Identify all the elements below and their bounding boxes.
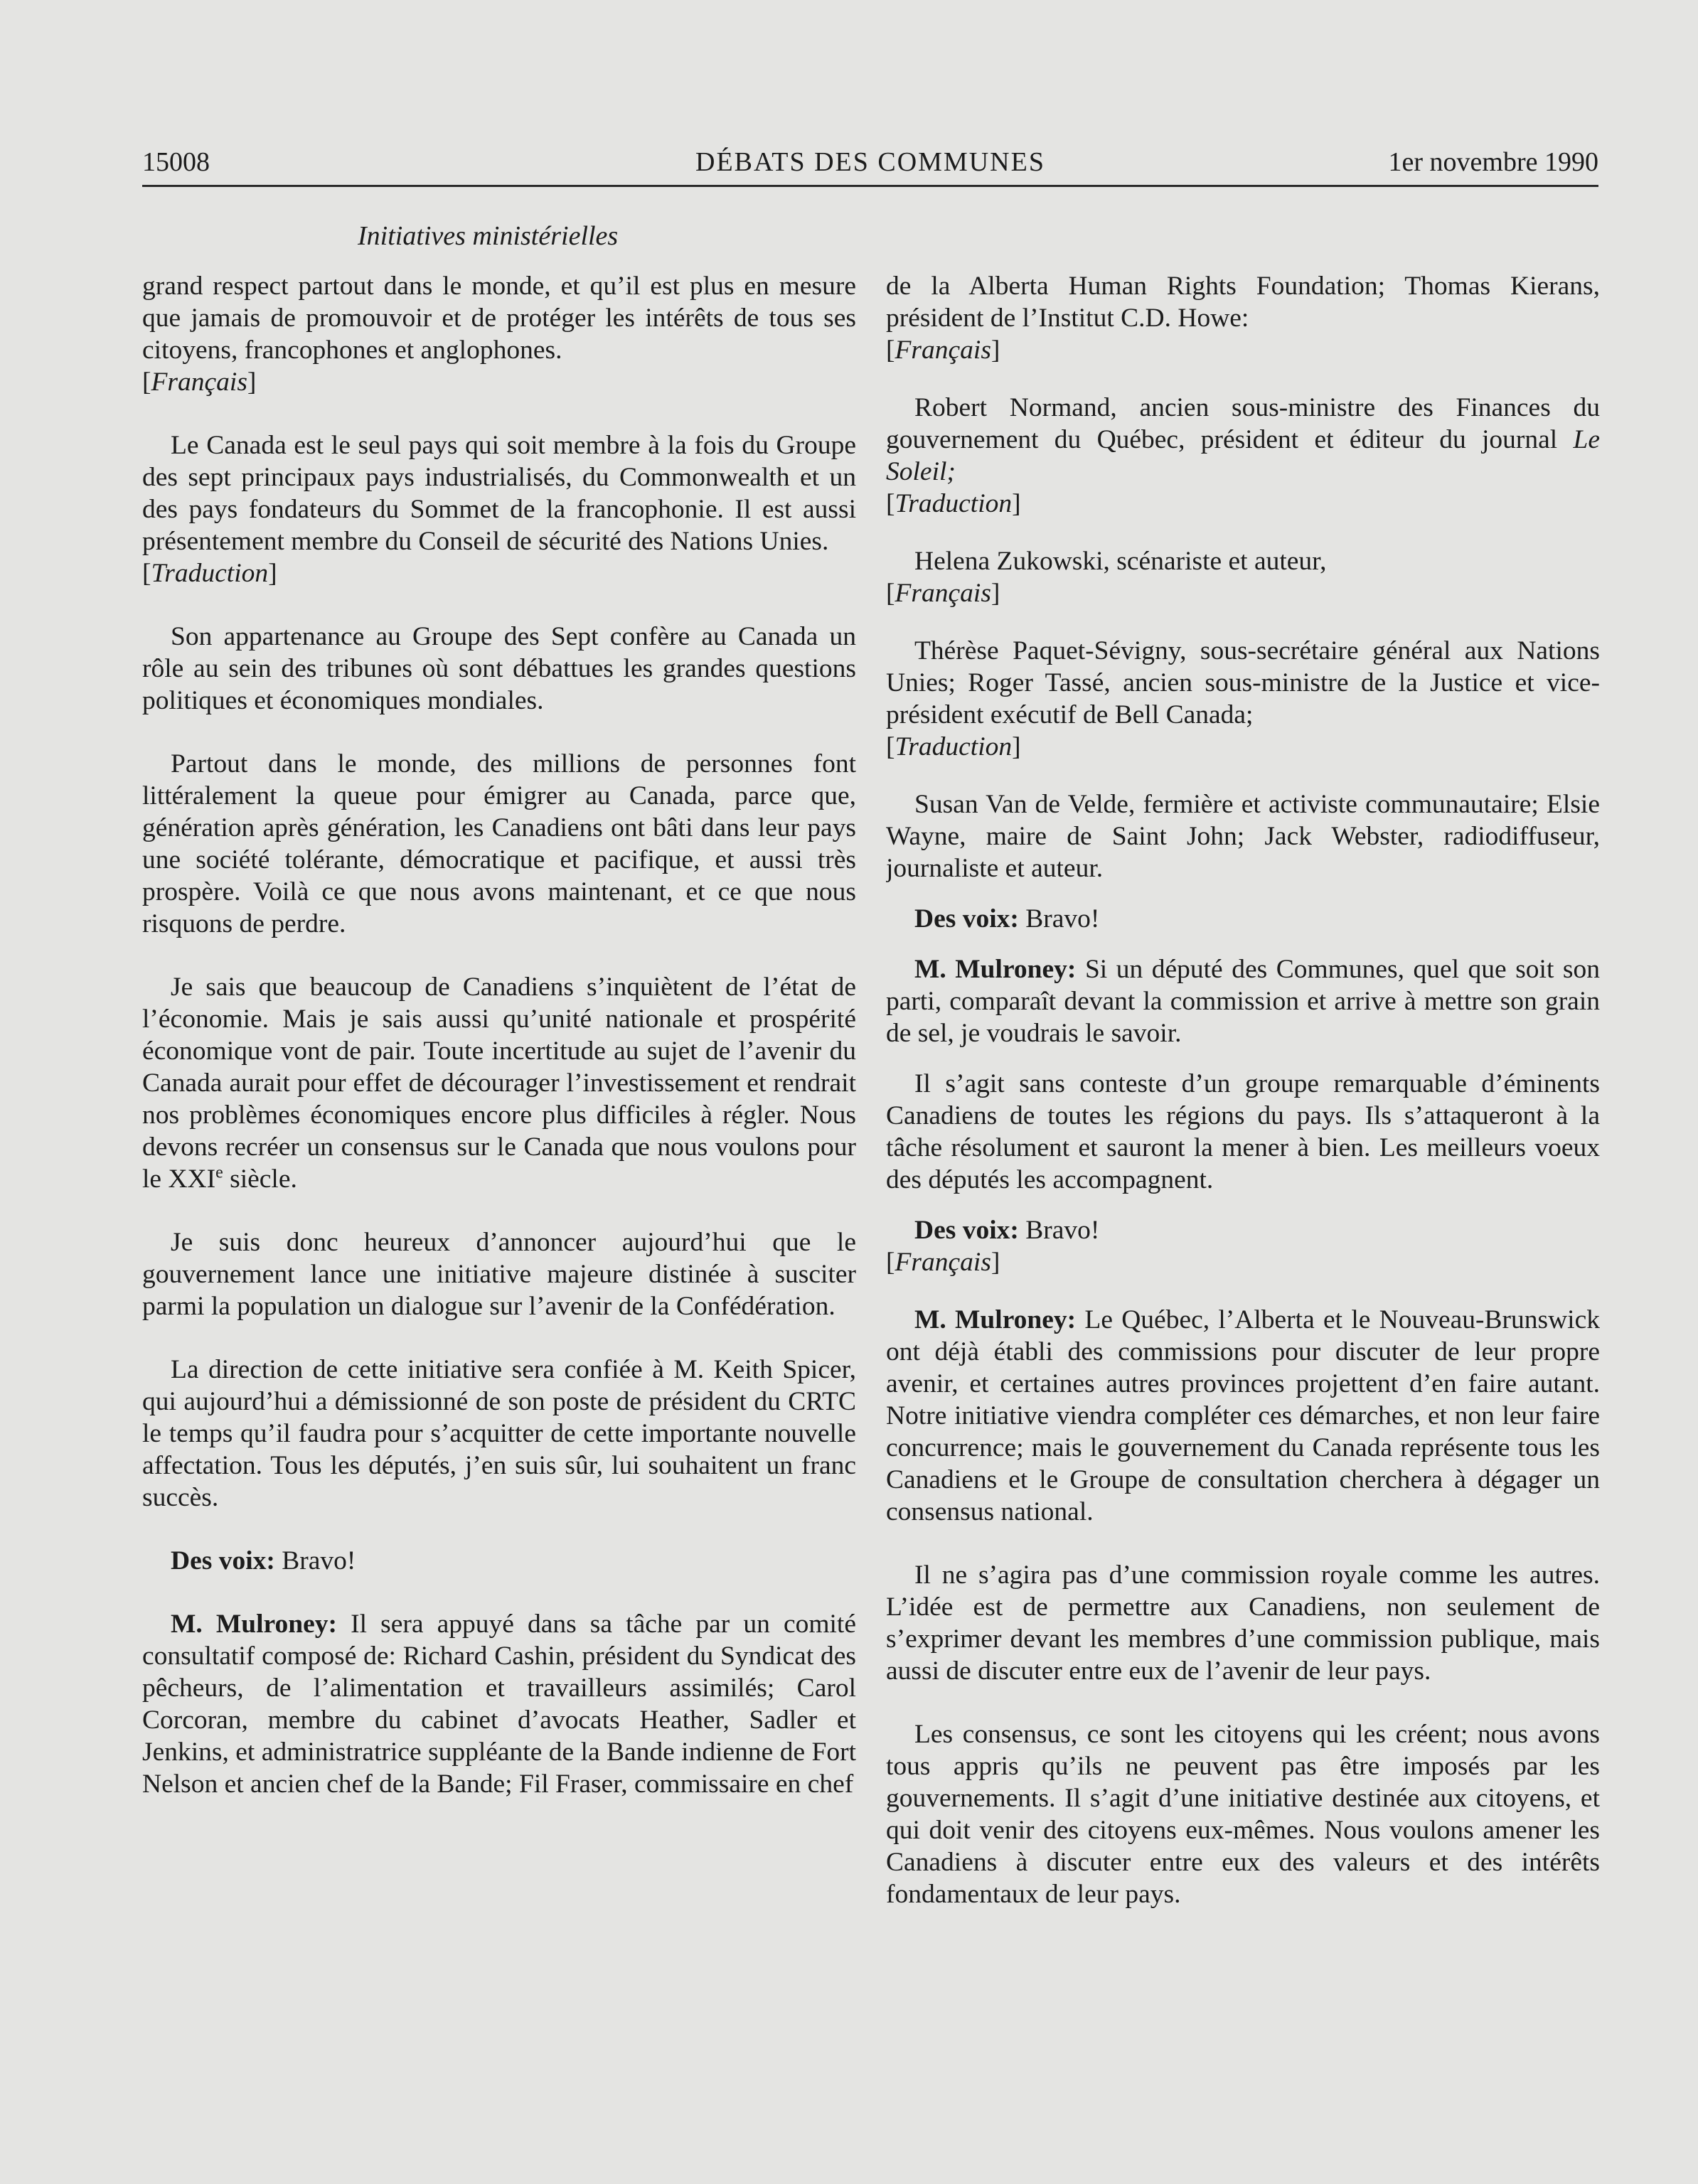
paragraph: de la Alberta Human Rights Foundation; Thomas Kierans, président de l’Institut C.D. Howe: (886, 272, 1600, 333)
speech-text: Bravo! (274, 1546, 356, 1575)
speaker-name: M. Mulroney: (171, 1610, 337, 1639)
section-label: Initiatives ministérielles (358, 221, 619, 251)
language-marker: [Français] (886, 336, 1000, 365)
left-column (142, 270, 856, 2076)
paragraph: Partout dans le monde, des millions de personnes font littéralement la queue pour émigrer au Canada, parce que, génération après génération, les Canadiens ont bâti dans leur pays une société tolérante, démocratique et pacifique, et aussi très prospère. Voilà ce que nous avons maintenant, et ce que nous risquons de perdre. (142, 749, 856, 938)
speech-text: Si un député des Communes, quel que soit son parti, comparaît devant la commission et arrive à mettre son grain de sel, je voudrais le savoir. (886, 955, 1600, 1048)
speech-text: Bravo! (1018, 904, 1100, 933)
speech (886, 1304, 1600, 1528)
language-marker-text: Français (151, 368, 247, 397)
page-number: 15008 (142, 147, 210, 177)
speech (886, 953, 1600, 1049)
paragraph: Thérèse Paquet-Sévigny, sous-secrétaire général aux Nations Unies; Roger Tassé, ancien sous-ministre de la Justice et vice-président exécutif de Bell Canada; (886, 636, 1600, 729)
paragraph-text: Je sais que beaucoup de Canadiens s’inquiètent de l’état de l’économie. Mais je sais aussi qu’unité nationale et prospérité économique vont de pair. Toute incertitude au sujet de l’avenir du Canada aurait pour effet de décourager l’investissement et rendrait nos problèmes économiques encore plus difficiles à régler. Nous devons recréer un consensus sur le Canada que nous voulons pour le XXI (142, 973, 856, 1194)
speech-text: Le Québec, l’Alberta et le Nouveau-Brunswick ont déjà établi des commissions pour discuter de leur propre avenir, et certaines autres provinces projettent d’en faire autant. Notre initiative viendra compléter ces démarches, et non leur faire concurrence; mais le gouvernement du Canada représente tous les Canadiens et le Groupe de consultation cherchera à dégager un consensus national. (886, 1305, 1600, 1526)
speaker-name: M. Mulroney: (914, 955, 1077, 984)
language-marker: [Traduction] (886, 732, 1021, 761)
interjection (142, 1545, 856, 1577)
language-marker-text: Français (895, 336, 991, 365)
language-marker: [Français] (886, 1248, 1000, 1277)
speech-text: Il sera appuyé dans sa tâche par un comité consultatif composé de: Richard Cashin, président du Syndicat des pêcheurs, de l’alimentation et travailleurs assimilés; Carol Corcoran, membre du cabinet d’avocats Heather, Sadler et Jenkins, et administratrice suppléante de la Bande indienne de Fort Nelson et ancien chef de la Bande; Fil Fraser, commissaire en chef (142, 1610, 856, 1799)
paragraph (886, 392, 1600, 488)
paragraph: Susan Van de Velde, fermière et activiste communautaire; Elsie Wayne, maire de Saint John; Jack Webster, radiodiffuseur, journaliste et auteur. (886, 790, 1600, 883)
paragraph: Helena Zukowski, scénariste et auteur, (914, 547, 1327, 576)
speaker-name: Des voix: (914, 1216, 1019, 1245)
newspaper-name: Le Soleil; (886, 425, 1600, 486)
paragraph: Je suis donc heureux d’annoncer aujourd’hui que le gouvernement lance une initiative majeure distinée à susciter parmi la population un dialogue sur l’avenir de la Confédération. (142, 1228, 856, 1321)
speaker-name: M. Mulroney: (914, 1305, 1077, 1334)
language-marker: [Français] (142, 368, 257, 397)
paragraph: Il ne s’agira pas d’une commission royale comme les autres. L’idée est de permettre aux Canadiens, non seulement de s’exprimer devant les membres d’une commission publique, mais aussi de discuter entre eux de l’avenir de leur pays. (886, 1561, 1600, 1686)
speaker-name: Des voix: (171, 1546, 275, 1575)
speaker-name: Des voix: (914, 904, 1019, 933)
paragraph-text-end: siècle. (223, 1165, 297, 1194)
paragraph: Il s’agit sans conteste d’un groupe remarquable d’éminents Canadiens de toutes les régions du pays. Ils s’attaqueront à la tâche résolument et sauront la mener à bien. Les meilleurs voeux des députés les accompagnent. (886, 1069, 1600, 1194)
speech (142, 1608, 856, 1800)
language-marker-text: Traduction (895, 489, 1013, 518)
paragraph: La direction de cette initiative sera confiée à M. Keith Spicer, qui aujourd’hui a démissionné de son poste de président du CRTC le temps qu’il faudra pour s’acquitter de cette importante nouvelle affectation. Tous les députés, j’en suis sûr, lui souhaitent un franc succès. (142, 1355, 856, 1512)
language-marker-text: Français (895, 1248, 991, 1277)
paragraph (142, 971, 856, 1195)
superscript: e (215, 1163, 223, 1182)
paragraph: Les consensus, ce sont les citoyens qui les créent; nous avons tous appris qu’ils ne peuvent pas être imposés par les gouvernements. Il s’agit d’une initiative destinée aux citoyens, et qui doit venir des citoyens eux-mêmes. Nous voulons amener les Canadiens à discuter entre eux des valeurs et des intérêts fondamentaux de leur pays. (886, 1720, 1600, 1909)
paragraph-text: Robert Normand, ancien sous-ministre des Finances du gouvernement du Québec, président et éditeur du journal (886, 393, 1600, 454)
paragraph: grand respect partout dans le monde, et qu’il est plus en mesure que jamais de promouvoir et de protéger les intérêts de tous ses citoyens, francophones et anglophones. (142, 272, 856, 365)
interjection (886, 1214, 1600, 1246)
issue-date: 1er novembre 1990 (1388, 147, 1598, 177)
right-column (886, 270, 1600, 2076)
journal-title: DÉBATS DES COMMUNES (695, 147, 1045, 177)
paragraph: Le Canada est le seul pays qui soit membre à la fois du Groupe des sept principaux pays industrialisés, du Commonwealth et un des pays fondateurs du Sommet de la francophonie. Il est aussi présentement membre du Conseil de sécurité des Nations Unies. (142, 431, 856, 556)
language-marker-text: Français (895, 579, 991, 608)
paragraph: Son appartenance au Groupe des Sept confère au Canada un rôle au sein des tribunes où sont débattues les grandes questions politiques et économiques mondiales. (142, 622, 856, 715)
language-marker: [Français] (886, 579, 1000, 608)
language-marker: [Traduction] (886, 489, 1021, 518)
language-marker-text: Traduction (151, 559, 269, 588)
speech-text: Bravo! (1018, 1216, 1100, 1245)
language-marker: [Traduction] (142, 559, 277, 588)
language-marker-text: Traduction (895, 732, 1013, 761)
interjection (886, 903, 1600, 935)
running-header (142, 142, 1598, 187)
